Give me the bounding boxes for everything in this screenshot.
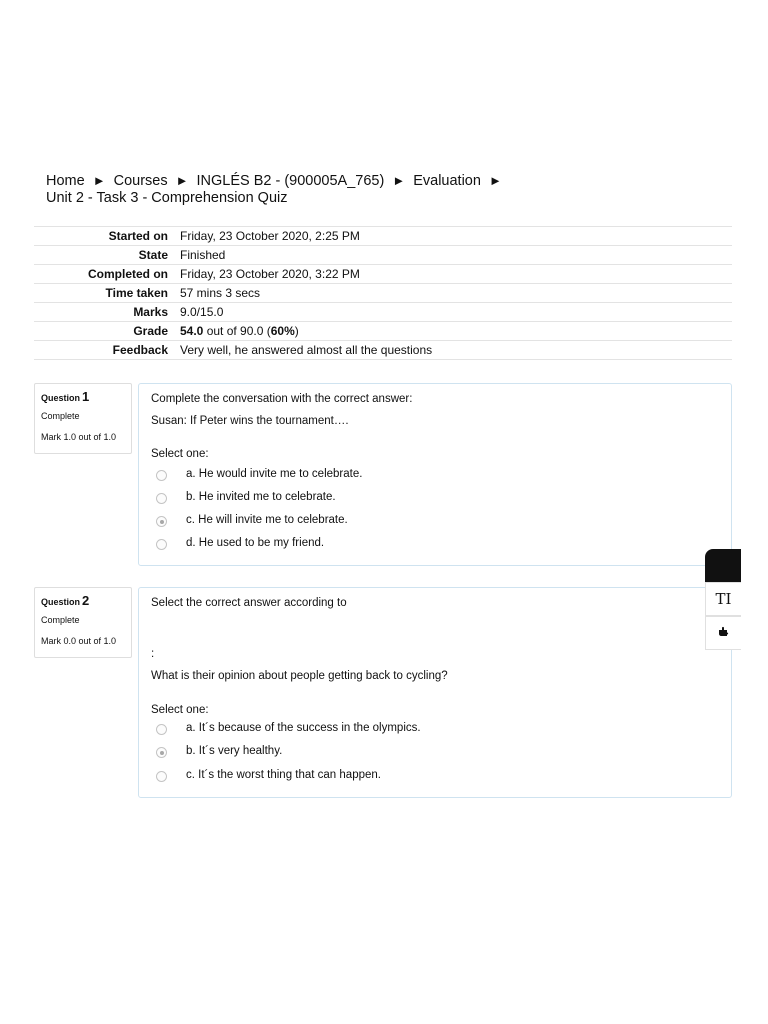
question-status: Complete — [41, 411, 80, 421]
summary-row-completed — [34, 265, 732, 284]
option-label: d. He used to be my friend. — [186, 537, 325, 549]
breadcrumb-line-2 — [46, 190, 706, 207]
summary-row-time — [34, 284, 732, 303]
breadcrumb-courses[interactable]: Courses — [113, 173, 168, 189]
puzzle-icon — [717, 624, 731, 642]
question-prompt: Complete the conversation with the correct answer: — [151, 393, 413, 405]
summary-label: Completed on — [88, 267, 168, 281]
breadcrumb — [46, 172, 706, 207]
grade-score: 54.0 — [180, 324, 204, 338]
grade-text: out of 90.0 ( — [203, 324, 271, 338]
question-mark: Mark 0.0 out of 1.0 — [41, 636, 117, 646]
breadcrumb-home[interactable]: Home — [46, 173, 85, 189]
breadcrumb-course[interactable]: INGLÉS B2 - (900005A_765) — [196, 173, 385, 189]
breadcrumb-separator: ► — [175, 173, 189, 188]
text-tool-button[interactable] — [705, 582, 741, 616]
option-label: c. It´s the worst thing that can happen. — [186, 769, 381, 781]
answer-option-c[interactable] — [139, 769, 539, 785]
question-prompt: Select the correct answer according to — [151, 597, 347, 609]
breadcrumb-separator: ► — [392, 173, 406, 188]
dark-tab-icon[interactable] — [705, 549, 741, 582]
grade-percent: 60% — [270, 324, 295, 338]
summary-label: Time taken — [105, 286, 168, 300]
question-text: Susan: If Peter wins the tournament…. — [151, 415, 349, 427]
summary-label: Started on — [108, 229, 168, 243]
quiz-summary-table — [34, 226, 732, 360]
answer-option-d[interactable] — [139, 537, 539, 553]
summary-value: Friday, 23 October 2020, 3:22 PM — [180, 267, 360, 281]
puzzle-button[interactable] — [705, 616, 741, 650]
breadcrumb-quiz[interactable]: Unit 2 - Task 3 - Comprehension Quiz — [46, 190, 288, 206]
question-status: Complete — [41, 615, 80, 625]
summary-row-state — [34, 246, 732, 265]
option-label: a. He would invite me to celebrate. — [186, 468, 363, 480]
question-1-info — [34, 383, 132, 454]
radio-button[interactable] — [156, 470, 167, 481]
breadcrumb-line-1 — [46, 172, 706, 190]
option-label: b. It´s very healthy. — [186, 745, 283, 757]
question-mark: Mark 1.0 out of 1.0 — [41, 432, 117, 442]
question-number: 1 — [82, 389, 90, 404]
question-text: What is their opinion about people getting back to cycling? — [151, 670, 448, 682]
radio-button[interactable] — [156, 493, 167, 504]
summary-label: State — [138, 248, 168, 262]
option-label: b. He invited me to celebrate. — [186, 491, 336, 503]
text-tool-label: TI — [715, 590, 732, 608]
select-one-label: Select one: — [151, 704, 209, 716]
summary-value: Friday, 23 October 2020, 2:25 PM — [180, 229, 360, 243]
select-one-label: Select one: — [151, 448, 209, 460]
summary-row-feedback — [34, 341, 732, 360]
summary-value: 57 mins 3 secs — [180, 286, 261, 300]
summary-value — [174, 322, 732, 341]
answer-option-b[interactable] — [139, 745, 539, 761]
summary-value: 9.0/15.0 — [180, 305, 224, 319]
radio-button[interactable] — [156, 516, 167, 527]
radio-button[interactable] — [156, 747, 167, 758]
breadcrumb-separator: ► — [92, 173, 106, 188]
breadcrumb-separator: ► — [488, 173, 502, 188]
summary-row-started — [34, 227, 732, 246]
summary-value: Very well, he answered almost all the questions — [180, 343, 433, 357]
breadcrumb-evaluation[interactable]: Evaluation — [413, 173, 481, 189]
summary-value: Finished — [180, 248, 226, 262]
radio-button[interactable] — [156, 771, 167, 782]
question-1-content — [138, 383, 732, 566]
radio-button[interactable] — [156, 539, 167, 550]
radio-button[interactable] — [156, 724, 167, 735]
summary-label: Grade — [133, 324, 168, 338]
answer-option-a[interactable] — [139, 722, 539, 738]
summary-row-marks — [34, 303, 732, 322]
summary-label: Marks — [133, 305, 168, 319]
question-label: Question — [41, 393, 81, 403]
option-label: a. It´s because of the success in the olympics. — [186, 722, 421, 734]
question-2-content — [138, 587, 732, 798]
summary-row-grade — [34, 322, 732, 341]
question-colon: : — [151, 648, 155, 660]
answer-option-c[interactable] — [139, 514, 539, 530]
option-label: c. He will invite me to celebrate. — [186, 514, 348, 526]
question-label: Question — [41, 597, 81, 607]
grade-text-end: ) — [294, 324, 299, 338]
side-toolbar — [705, 549, 741, 650]
question-2-info — [34, 587, 132, 658]
answer-option-a[interactable] — [139, 468, 539, 484]
question-number: 2 — [82, 593, 90, 608]
answer-option-b[interactable] — [139, 491, 539, 507]
summary-label: Feedback — [112, 343, 168, 357]
